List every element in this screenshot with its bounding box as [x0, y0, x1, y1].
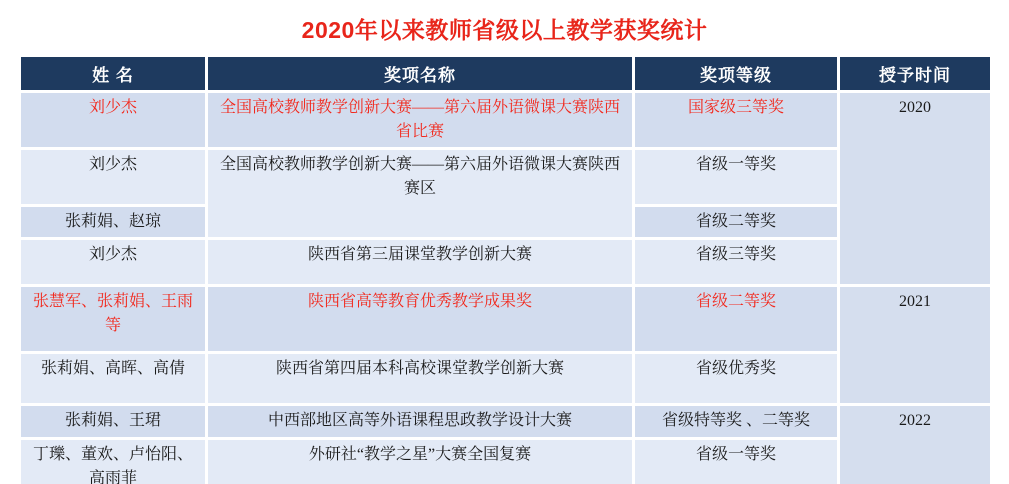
award-cell: 外研社“教学之星”大赛全国复赛 — [207, 439, 634, 484]
page-title: 2020年以来教师省级以上教学获奖统计 — [301, 17, 708, 43]
award-cell: 中西部地区高等外语课程思政教学设计大赛 — [207, 405, 634, 439]
table-row — [20, 405, 992, 439]
header-award: 奖项名称 — [207, 56, 634, 92]
name-cell: 张莉娟、赵琼 — [20, 206, 207, 239]
level-cell: 省级优秀奖 — [634, 353, 839, 405]
table-row — [20, 92, 992, 149]
level-cell: 省级二等奖 — [634, 206, 839, 239]
awards-table — [18, 54, 993, 484]
award-cell: 陕西省高等教育优秀教学成果奖 — [207, 286, 634, 353]
award-cell: 全国高校教师教学创新大赛——第六届外语微课大赛陕西赛区 — [207, 149, 634, 239]
name-cell: 张莉娟、王珺 — [20, 405, 207, 439]
award-cell: 陕西省第三届课堂教学创新大赛 — [207, 239, 634, 286]
header-year: 授予时间 — [839, 56, 992, 92]
level-cell: 省级二等奖 — [634, 286, 839, 353]
name-cell: 刘少杰 — [20, 149, 207, 206]
name-cell: 张慧军、张莉娟、王雨等 — [20, 286, 207, 353]
name-cell: 刘少杰 — [20, 239, 207, 286]
name-cell: 张莉娟、高晖、高倩 — [20, 353, 207, 405]
table-row — [20, 286, 992, 353]
header-level: 奖项等级 — [634, 56, 839, 92]
year-cell: 2022 — [839, 405, 992, 484]
level-cell: 省级三等奖 — [634, 239, 839, 286]
level-cell: 省级一等奖 — [634, 439, 839, 484]
name-cell: 丁瓅、董欢、卢怡阳、高雨菲 — [20, 439, 207, 484]
level-cell: 国家级三等奖 — [634, 92, 839, 149]
name-cell: 刘少杰 — [20, 92, 207, 149]
level-cell: 省级一等奖 — [634, 149, 839, 206]
header-name: 姓 名 — [20, 56, 207, 92]
award-cell: 全国高校教师教学创新大赛——第六届外语微课大赛陕西省比赛 — [207, 92, 634, 149]
year-cell: 2020 — [839, 92, 992, 286]
level-cell: 省级特等奖 、二等奖 — [634, 405, 839, 439]
year-cell: 2021 — [839, 286, 992, 405]
award-cell: 陕西省第四届本科高校课堂教学创新大赛 — [207, 353, 634, 405]
header-row — [20, 56, 992, 92]
